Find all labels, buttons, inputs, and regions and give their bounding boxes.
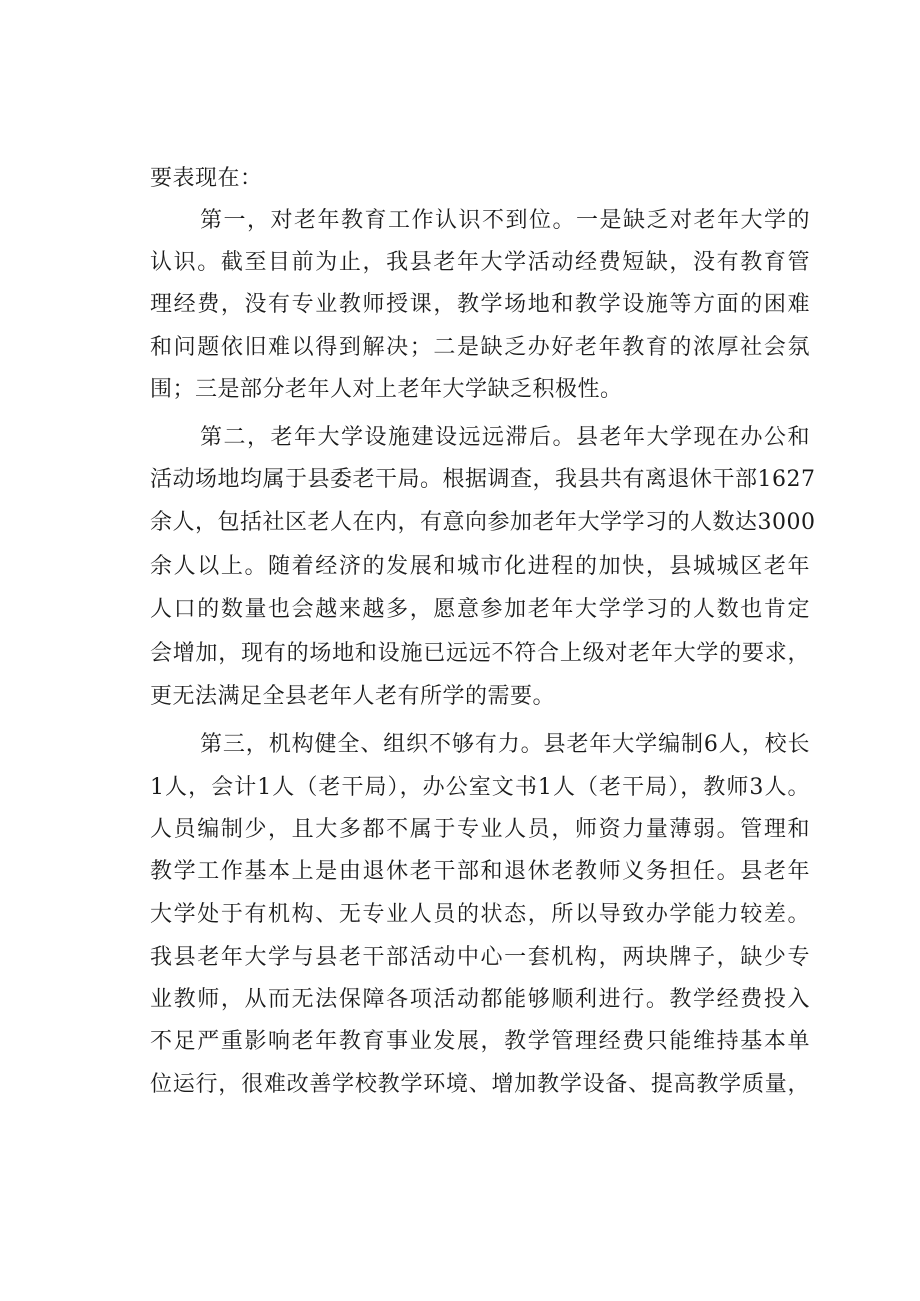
text-line: 围；三是部分老年人对上老年大学缺乏积极性。 bbox=[150, 377, 623, 402]
text-line: 要表现在： bbox=[150, 166, 263, 191]
text-line: 和问题依旧难以得到解决；二是缺乏办好老年教育的浓厚社会氛 bbox=[150, 335, 810, 360]
text-line: 人员编制少，且大多都不属于专业人员，师资力量薄弱。管理和 bbox=[150, 817, 810, 842]
text-line: 大学处于有机构、无专业人员的状态，所以导致办学能力较差。 bbox=[150, 902, 810, 927]
text-line: 认识。截至目前为止，我县老年大学活动经费短缺，没有教育管 bbox=[150, 250, 810, 275]
text-line: 余人，包括社区老人在内，有意向参加老年大学学习的人数达3000 bbox=[150, 510, 816, 535]
text-line: 1人，会计1人（老干局），办公室文书1人（老干局），教师3人。 bbox=[150, 775, 810, 800]
text-line: 第三，机构健全、组织不够有力。县老年大学编制6人，校长 bbox=[200, 732, 810, 757]
text-line: 会增加，现有的场地和设施已远远不符合上级对老年大学的要求， bbox=[150, 641, 810, 666]
text-line: 业教师，从而无法保障各项活动都能够顺利进行。教学经费投入 bbox=[150, 987, 810, 1012]
text-line: 更无法满足全县老年人老有所学的需要。 bbox=[150, 684, 556, 709]
text-line: 人口的数量也会越来越多，愿意参加老年大学学习的人数也肯定 bbox=[150, 597, 810, 622]
text-line: 第一，对老年教育工作认识不到位。一是缺乏对老年大学的 bbox=[200, 208, 810, 233]
text-line: 第二，老年大学设施建设远远滞后。县老年大学现在办公和 bbox=[200, 425, 810, 450]
text-line: 位运行，很难改善学校教学环境、增加教学设备、提高教学质量， bbox=[150, 1072, 810, 1097]
text-line: 教学工作基本上是由退休老干部和退休老教师义务担任。县老年 bbox=[150, 859, 810, 884]
text-line: 活动场地均属于县委老干局。根据调查，我县共有离退休干部1627 bbox=[150, 467, 816, 492]
text-line: 余人以上。随着经济的发展和城市化进程的加快，县城城区老年 bbox=[150, 554, 810, 579]
text-line: 不足严重影响老年教育事业发展，教学管理经费只能维持基本单 bbox=[150, 1029, 810, 1054]
text-line: 理经费，没有专业教师授课，教学场地和教学设施等方面的困难 bbox=[150, 292, 810, 317]
text-line: 我县老年大学与县老干部活动中心一套机构，两块牌子，缺少专 bbox=[150, 945, 810, 970]
